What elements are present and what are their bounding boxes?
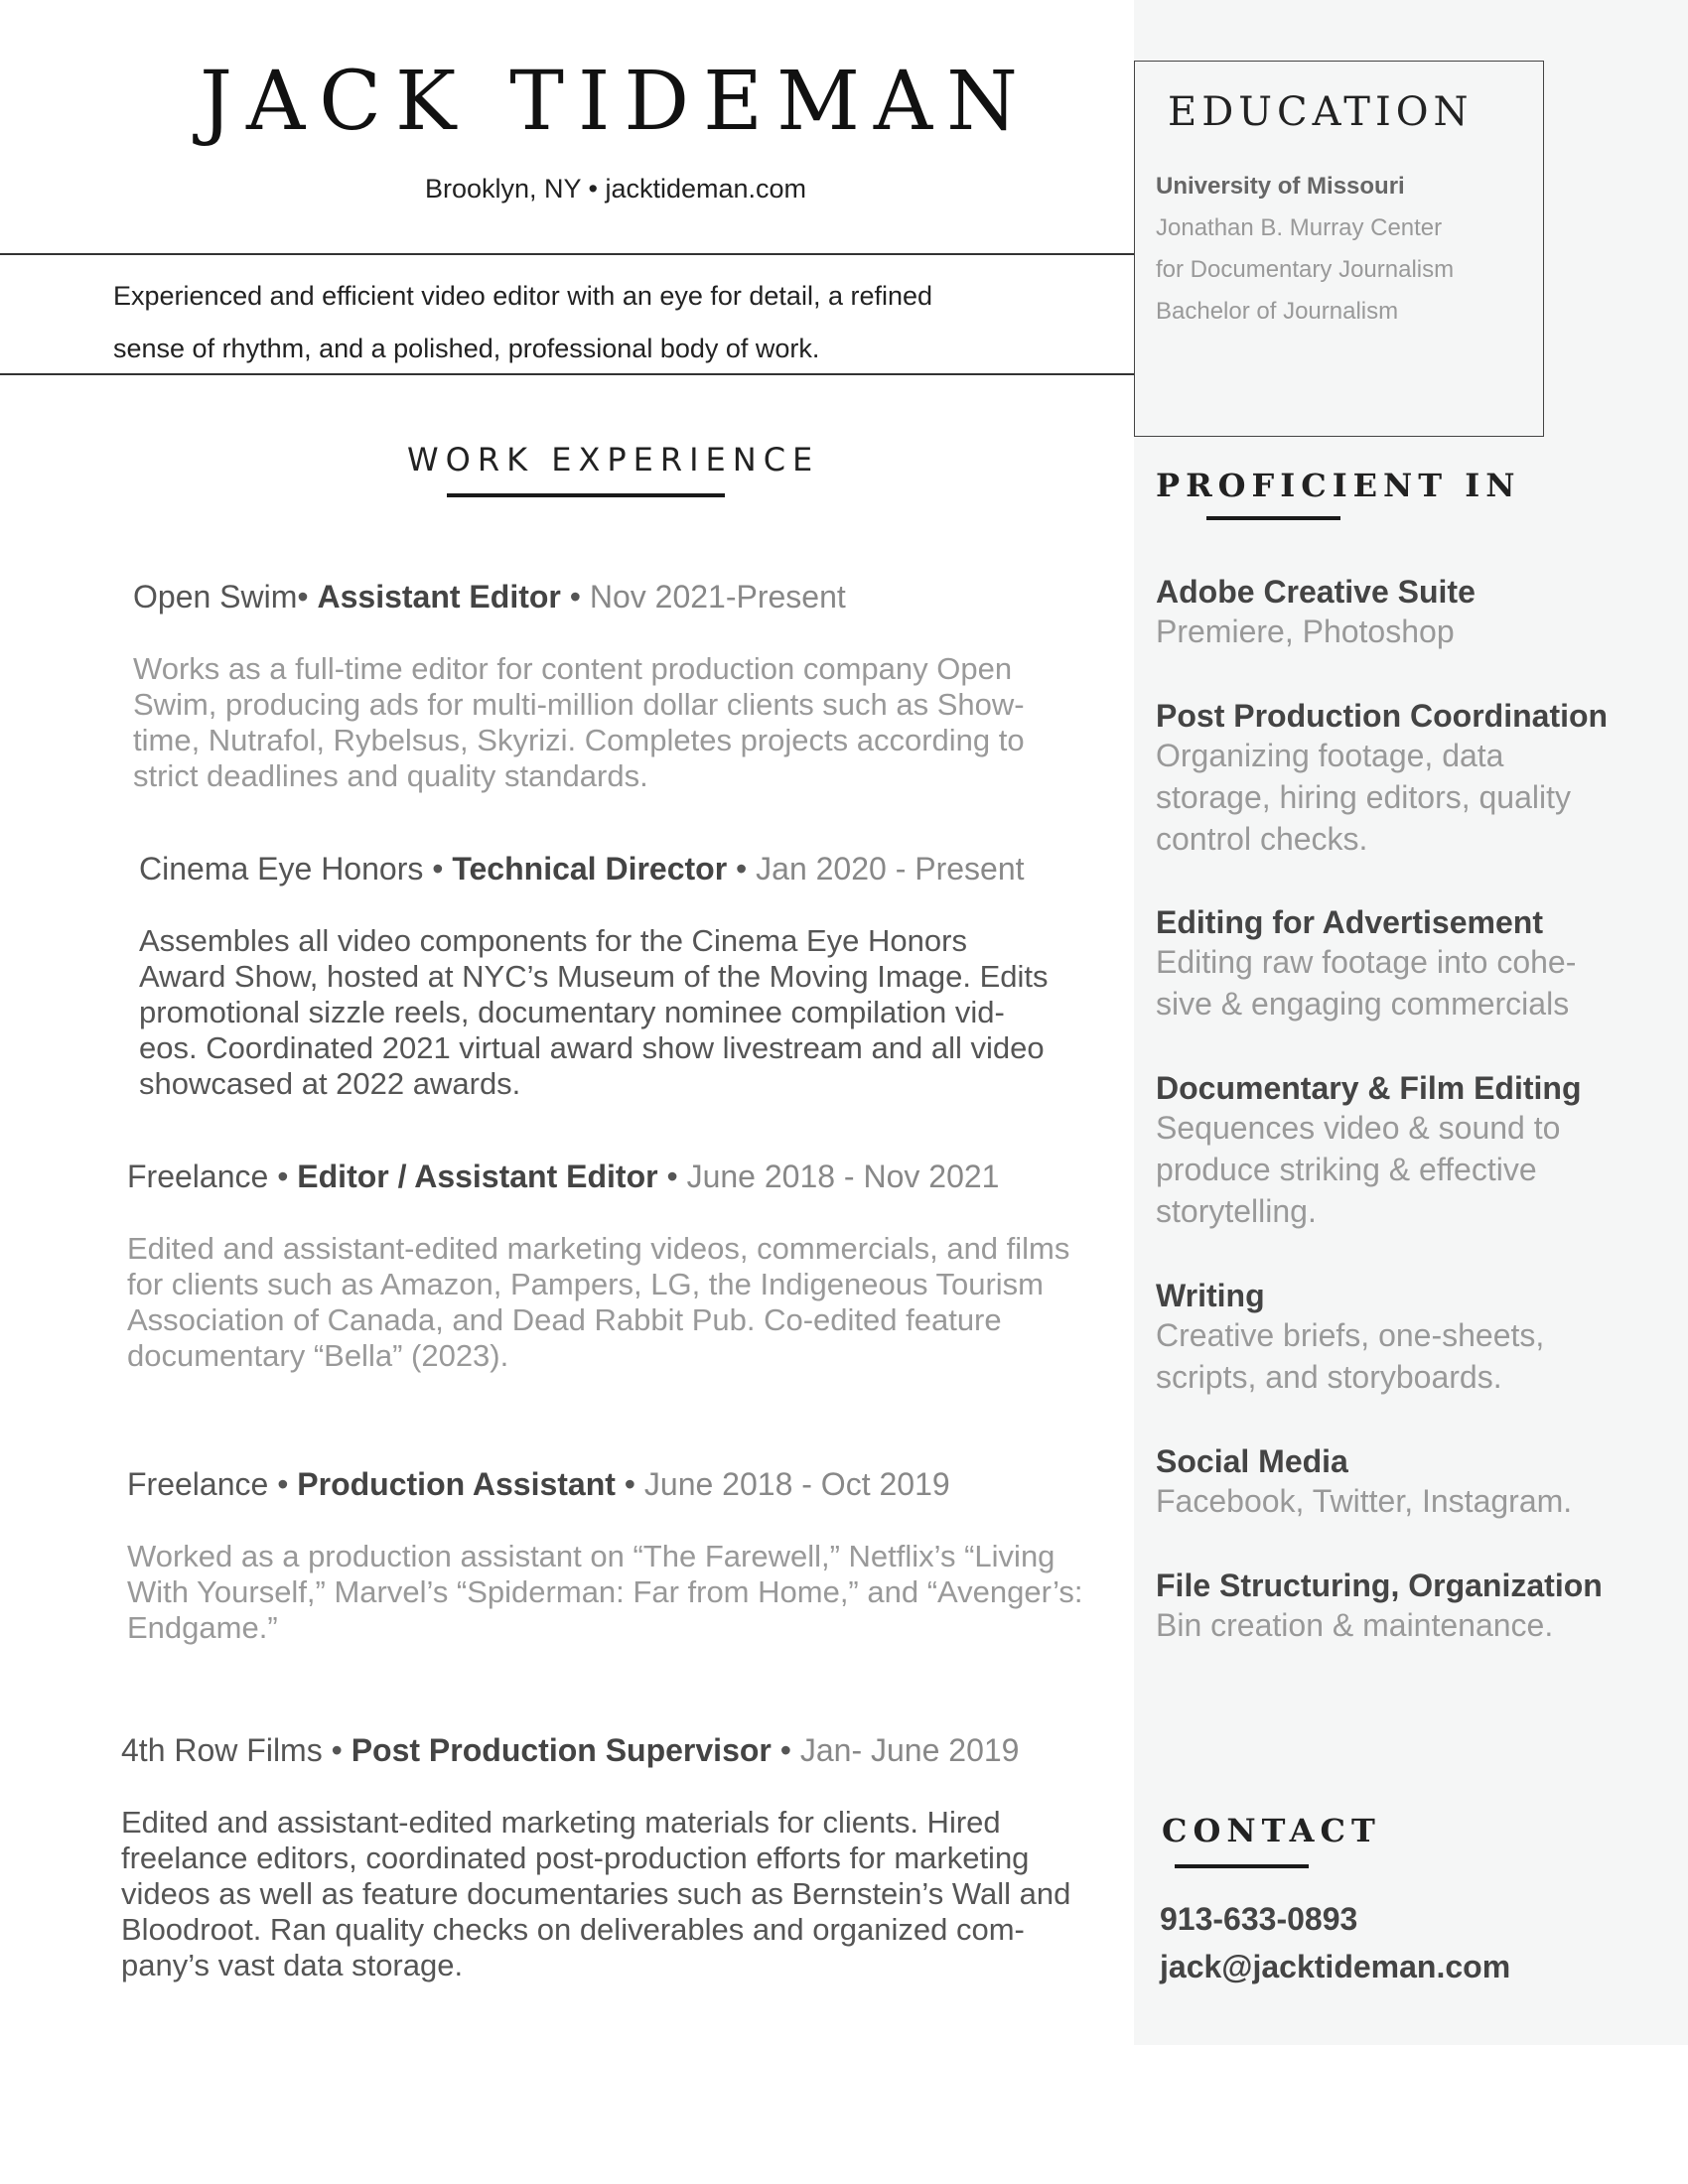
- top-divider: [0, 253, 1134, 255]
- job-dates: Jan 2020 - Present: [756, 851, 1025, 887]
- job-description: [133, 651, 1136, 794]
- skill-title: Post Production Coordination: [1156, 698, 1609, 734]
- skill-title: Writing: [1156, 1278, 1265, 1313]
- skill-line: Editing raw footage into cohe-: [1156, 944, 1577, 980]
- job-dates: June 2018 - Oct 2019: [643, 1466, 950, 1502]
- separator: •: [297, 579, 318, 614]
- description-line: Award Show, hosted at NYC’s Museum of the Moving Image. Edits: [139, 959, 1049, 994]
- skill-line: control checks.: [1156, 821, 1368, 857]
- bottom-divider: [0, 373, 1134, 375]
- job-description: [127, 1539, 1130, 1646]
- summary: [113, 270, 1066, 375]
- separator: •: [423, 851, 453, 887]
- skill-line: storage, hiring editors, quality: [1156, 779, 1571, 815]
- description-line: Edited and assistant-edited marketing materials for clients. Hired: [121, 1805, 1001, 1840]
- skill-description: [1156, 1314, 1613, 1398]
- skill-description: Bin creation & maintenance.: [1156, 1607, 1554, 1643]
- description-line: Assembles all video components for the Cinema Eye Honors: [139, 923, 967, 958]
- job-role: Assistant Editor: [317, 579, 561, 614]
- skill-description: [1156, 735, 1613, 860]
- job-company: Freelance: [127, 1159, 269, 1194]
- contact-heading: CONTACT: [1162, 1812, 1381, 1849]
- skill-title: File Structuring, Organization: [1156, 1568, 1603, 1603]
- description-line: strict deadlines and quality standards.: [133, 758, 648, 793]
- job-description: [139, 923, 1142, 1102]
- education-heading: EDUCATION: [1168, 89, 1474, 135]
- education-line: Bachelor of Journalism: [1156, 298, 1399, 325]
- skill-line: Sequences video & sound to: [1156, 1110, 1561, 1146]
- summary-line: sense of rhythm, and a polished, professional body of work.: [113, 334, 820, 363]
- description-line: Works as a full-time editor for content production company Open: [133, 651, 1013, 686]
- description-line: Worked as a production assistant on “The Farewell,” Netflix’s “Living: [127, 1539, 1055, 1573]
- description-line: promotional sizzle reels, documentary nominee compilation vid-: [139, 995, 1005, 1029]
- skill-line: scripts, and storyboards.: [1156, 1359, 1502, 1395]
- skill-description: [1156, 1107, 1613, 1232]
- skill-item: [1156, 904, 1613, 1024]
- contact-underline: [1175, 1864, 1309, 1868]
- job-company: 4th Row Films: [121, 1732, 323, 1768]
- work-experience-underline: [447, 493, 725, 497]
- skill-title: Adobe Creative Suite: [1156, 574, 1476, 610]
- job-description: [127, 1231, 1130, 1374]
- separator: •: [727, 851, 757, 887]
- job-company: Cinema Eye Honors: [139, 851, 424, 887]
- proficient-heading: PROFICIENT IN: [1156, 467, 1521, 504]
- description-line: Association of Canada, and Dead Rabbit Pub. Co-edited feature: [127, 1302, 1002, 1337]
- job-role: Production Assistant: [297, 1466, 616, 1502]
- description-line: Endgame.”: [127, 1610, 278, 1645]
- job-company: Open Swim: [133, 579, 298, 614]
- description-line: time, Nutrafol, Rybelsus, Skyrizi. Completes projects according to: [133, 723, 1025, 757]
- separator: •: [322, 1732, 352, 1768]
- description-line: pany’s vast data storage.: [121, 1948, 464, 1982]
- job-role: Technical Director: [452, 851, 728, 887]
- description-line: Bloodroot. Ran quality checks on deliverables and organized com-: [121, 1912, 1025, 1947]
- skill-title: Social Media: [1156, 1443, 1348, 1479]
- description-line: eos. Coordinated 2021 virtual award show livestream and all video: [139, 1030, 1045, 1065]
- job-role: Editor / Assistant Editor: [297, 1159, 658, 1194]
- job-heading: [127, 1466, 950, 1503]
- work-experience-heading: WORK EXPERIENCE: [407, 441, 820, 478]
- skill-line: Organizing footage, data: [1156, 738, 1504, 773]
- skill-item: [1156, 1278, 1613, 1398]
- description-line: With Yourself,” Marvel’s “Spiderman: Far from Home,” and “Avenger’s:: [127, 1574, 1083, 1609]
- job-description: [121, 1805, 1124, 1983]
- job-heading: [139, 851, 1025, 887]
- skill-description: Facebook, Twitter, Instagram.: [1156, 1483, 1573, 1519]
- summary-line: Experienced and efficient video editor with an eye for detail, a refined: [113, 281, 933, 311]
- description-line: Edited and assistant-edited marketing videos, commercials, and films: [127, 1231, 1070, 1266]
- location-website: Brooklyn, NY • jacktideman.com: [424, 174, 807, 204]
- description-line: freelance editors, coordinated post-production efforts for marketing: [121, 1841, 1030, 1875]
- page-title: JACK TIDEMAN: [200, 55, 1032, 149]
- skill-item: [1156, 698, 1613, 860]
- skill-item: [1156, 1443, 1613, 1522]
- skill-line: Creative briefs, one-sheets,: [1156, 1317, 1545, 1353]
- separator: •: [771, 1732, 800, 1768]
- separator: •: [268, 1466, 298, 1502]
- skill-title: Documentary & Film Editing: [1156, 1070, 1582, 1106]
- job-dates: June 2018 - Nov 2021: [686, 1159, 1000, 1194]
- skill-line: storytelling.: [1156, 1193, 1317, 1229]
- description-line: Swim, producing ads for multi-million dollar clients such as Show-: [133, 687, 1025, 722]
- skill-description: Premiere, Photoshop: [1156, 614, 1455, 649]
- contact-email[interactable]: jack@jacktideman.com: [1160, 1949, 1511, 1984]
- education-school: University of Missouri: [1156, 173, 1405, 200]
- job-dates: Jan- June 2019: [799, 1732, 1020, 1768]
- job-dates: Nov 2021-Present: [589, 579, 846, 614]
- job-role: Post Production Supervisor: [351, 1732, 772, 1768]
- contact-phone[interactable]: 913-633-0893: [1160, 1901, 1358, 1937]
- skill-description: [1156, 941, 1613, 1024]
- education-line: Jonathan B. Murray Center: [1156, 214, 1443, 241]
- job-company: Freelance: [127, 1466, 269, 1502]
- skill-item: [1156, 1568, 1613, 1646]
- skill-line: produce striking & effective: [1156, 1152, 1537, 1187]
- description-line: for clients such as Amazon, Pampers, LG, the Indigeneous Tourism: [127, 1267, 1045, 1301]
- skill-item: [1156, 1070, 1613, 1232]
- separator: •: [268, 1159, 298, 1194]
- description-line: documentary “Bella” (2023).: [127, 1338, 509, 1373]
- skill-title: Editing for Advertisement: [1156, 904, 1543, 940]
- separator: •: [657, 1159, 687, 1194]
- job-heading: [133, 579, 846, 615]
- separator: •: [615, 1466, 644, 1502]
- job-heading: [121, 1732, 1019, 1769]
- separator: •: [560, 579, 590, 614]
- skill-item: [1156, 574, 1613, 652]
- proficient-underline: [1206, 516, 1340, 520]
- skill-line: sive & engaging commercials: [1156, 986, 1570, 1022]
- description-line: showcased at 2022 awards.: [139, 1066, 521, 1101]
- education-line: for Documentary Journalism: [1156, 256, 1455, 283]
- job-heading: [127, 1159, 999, 1195]
- description-line: videos as well as feature documentaries such as Bernstein’s Wall and: [121, 1876, 1071, 1911]
